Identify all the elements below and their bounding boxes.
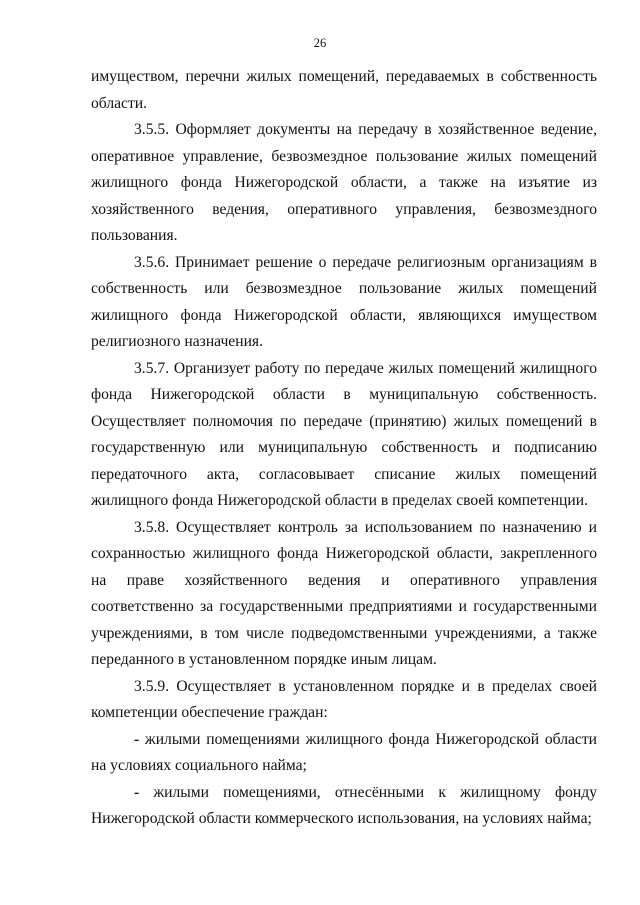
paragraph-3-5-5: 3.5.5. Оформляет документы на передачу в хозяйственное ведение, оперативное управление, безвозмездное пользование жилых помещений жилищного фонда Нижегородской области, а также на изъятие из хозяйственного ведения, оперативного управления, безвозмездного пользования.: [91, 121, 597, 244]
paragraph-3-5-7: 3.5.7. Организует работу по передаче жилых помещений жилищного фонда Нижегородской области в муниципальную собственность. Осуществляет полномочия по передаче (принятию) жилых помещений в государственную или муниципальную собственность и подписанию передаточного акта, согласовывает списание жилых помещений жилищного фонда Нижегородской области в пределах своей компетенции.: [91, 359, 597, 509]
document-body: [91, 64, 597, 833]
paragraph-3-5-8: 3.5.8. Осуществляет контроль за использованием по назначению и сохранностью жилищного фонда Нижегородской области, закрепленного на праве хозяйственного ведения и оперативного управления соответственно за государственными предприятиями и государственными учреждениями, в том числе подведомственными учреждениями, а также переданного в установленном порядке иным лицам.: [91, 518, 597, 668]
list-item: [91, 727, 597, 780]
paragraph-continuation: имуществом, перечни жилых помещений, передаваемых в собственность области.: [91, 68, 597, 112]
paragraph-3-5-9: 3.5.9. Осуществляет в установленном порядке и в пределах своей компетенции обеспечение граждан:: [91, 677, 597, 721]
list-item: [91, 780, 597, 833]
bullet-dash: -: [134, 783, 140, 801]
list-item-text: жилыми помещениями жилищного фонда Нижегородской области на условиях социального найма;: [91, 730, 597, 774]
paragraph-3-5-6: 3.5.6. Принимает решение о передаче религиозным организациям в собственность или безвозмездное пользование жилых помещений жилищного фонда Нижегородской области, являющихся имуществом религиозного назначения.: [91, 253, 597, 350]
page-number: 26: [313, 36, 327, 50]
bullet-dash: -: [134, 730, 140, 748]
list-item-text: жилыми помещениями, отнесёнными к жилищному фонду Нижегородской области коммерческого использования, на условиях найма;: [91, 783, 597, 827]
